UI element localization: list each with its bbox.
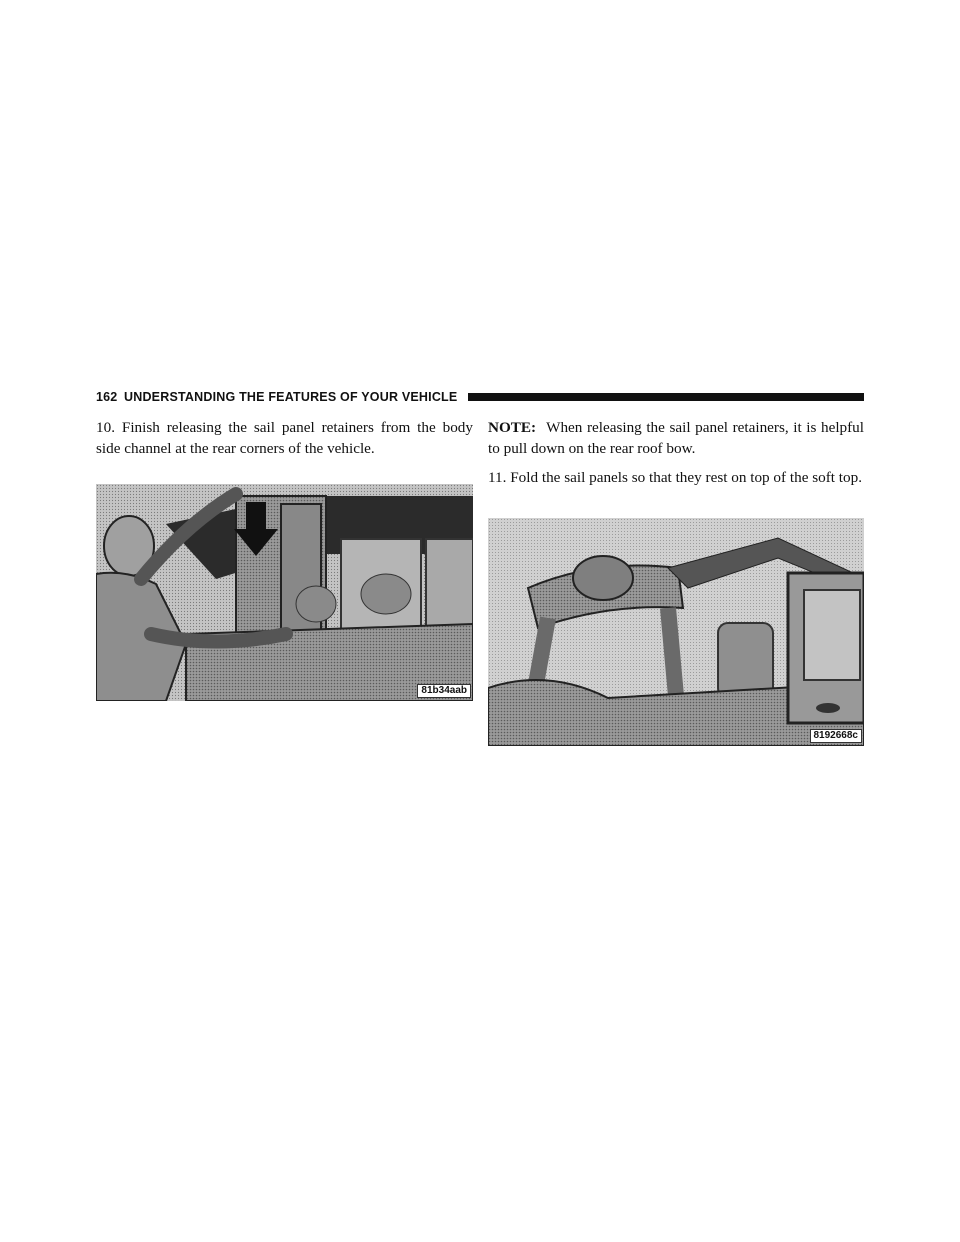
page-number: 162 — [96, 390, 118, 404]
right-column — [488, 417, 864, 496]
figure-code: 81b34aab — [417, 684, 471, 698]
note-text: When releasing the sail panel retainers, it is helpful to pull down on the rear roof bow. — [488, 419, 864, 457]
left-column — [96, 417, 473, 467]
note-paragraph — [488, 417, 864, 459]
folded-sail-panels-illustration — [488, 518, 864, 746]
sail-panel-release-illustration — [96, 484, 473, 701]
figure-code: 8192668c — [810, 729, 863, 743]
figure-folded-sail-panels — [488, 518, 864, 746]
step-11-text: 11. Fold the sail panels so that they rest on top of the soft top. — [488, 469, 863, 486]
step-10-text: 10. Finish releasing the sail panel retainers from the body side channel at the rear corners of the vehicle. — [96, 419, 473, 457]
section-title: UNDERSTANDING THE FEATURES OF YOUR VEHICLE — [124, 390, 458, 404]
header-rule — [468, 393, 864, 401]
page-header — [96, 390, 864, 404]
note-label: NOTE: — [488, 419, 537, 436]
figure-releasing-sail-panel — [96, 484, 473, 701]
